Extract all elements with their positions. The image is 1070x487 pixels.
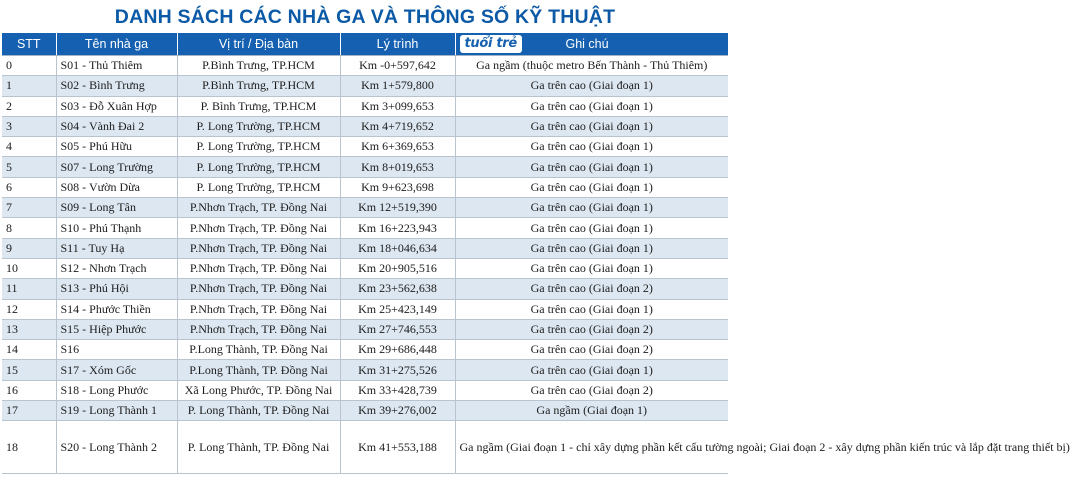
header-note xyxy=(455,33,728,56)
cell-chainage: Km 23+562,638 xyxy=(340,279,455,299)
tuoi-tre-logo: tuổi trẻ xyxy=(460,35,522,53)
cell-location: P.Nhơn Trạch, TP. Đồng Nai xyxy=(177,218,340,238)
cell-location: P.Bình Trưng, TP.HCM xyxy=(177,56,340,76)
cell-station-name: S20 - Long Thành 2 xyxy=(56,421,177,474)
cell-note: Ga trên cao (Giai đoạn 1) xyxy=(455,76,728,96)
cell-chainage: Km 29+686,448 xyxy=(340,340,455,360)
cell-chainage: Km 33+428,739 xyxy=(340,380,455,400)
cell-location: P.Nhơn Trạch, TP. Đồng Nai xyxy=(177,198,340,218)
cell-station-name: S07 - Long Trường xyxy=(56,157,177,177)
table-row xyxy=(2,218,728,238)
cell-chainage: Km 20+905,516 xyxy=(340,258,455,278)
page-title: DANH SÁCH CÁC NHÀ GA VÀ THÔNG SỐ KỸ THUẬT xyxy=(114,5,616,28)
cell-location: P.Nhơn Trạch, TP. Đồng Nai xyxy=(177,299,340,319)
cell-stt: 14 xyxy=(2,340,56,360)
cell-station-name: S13 - Phú Hội xyxy=(56,279,177,299)
cell-stt: 2 xyxy=(2,96,56,116)
cell-chainage: Km 16+223,943 xyxy=(340,218,455,238)
cell-stt: 5 xyxy=(2,157,56,177)
cell-chainage: Km 8+019,653 xyxy=(340,157,455,177)
cell-stt: 3 xyxy=(2,116,56,136)
cell-chainage: Km 25+423,149 xyxy=(340,299,455,319)
table-row xyxy=(2,258,728,278)
cell-station-name: S02 - Bình Trưng xyxy=(56,76,177,96)
table-row xyxy=(2,279,728,299)
cell-station-name: S03 - Đỗ Xuân Hợp xyxy=(56,96,177,116)
cell-stt: 18 xyxy=(2,421,56,474)
cell-chainage: Km 3+099,653 xyxy=(340,96,455,116)
table-row xyxy=(2,137,728,157)
cell-station-name: S11 - Tuy Hạ xyxy=(56,238,177,258)
cell-station-name: S01 - Thủ Thiêm xyxy=(56,56,177,76)
cell-station-name: S04 - Vành Đai 2 xyxy=(56,116,177,136)
cell-chainage: Km 27+746,553 xyxy=(340,319,455,339)
cell-location: P. Bình Trưng, TP.HCM xyxy=(177,96,340,116)
cell-station-name: S10 - Phú Thạnh xyxy=(56,218,177,238)
cell-note: Ga trên cao (Giai đoạn 1) xyxy=(455,360,728,380)
header-note-label: Ghi chú xyxy=(565,37,609,51)
cell-location: P.Nhơn Trạch, TP. Đồng Nai xyxy=(177,238,340,258)
table-row xyxy=(2,340,728,360)
cell-stt: 12 xyxy=(2,299,56,319)
table-row xyxy=(2,401,728,421)
cell-location: P. Long Thành, TP. Đồng Nai xyxy=(177,421,340,474)
cell-station-name: S12 - Nhơn Trạch xyxy=(56,258,177,278)
cell-station-name: S19 - Long Thành 1 xyxy=(56,401,177,421)
cell-note: Ga ngầm (Giai đoạn 1 - chỉ xây dựng phần kết cấu tường ngoài; Giai đoạn 2 - xây dựng phần kiến trúc và lắp đặt trang thiết bị) xyxy=(455,421,728,474)
cell-stt: 10 xyxy=(2,258,56,278)
cell-station-name: S18 - Long Phước xyxy=(56,380,177,400)
header-location: Vị trí / Địa bàn xyxy=(177,33,340,56)
table-row xyxy=(2,360,728,380)
cell-location: P.Bình Trưng, TP.HCM xyxy=(177,76,340,96)
table-row xyxy=(2,380,728,400)
cell-chainage: Km 4+719,652 xyxy=(340,116,455,136)
cell-location: P.Nhơn Trạch, TP. Đồng Nai xyxy=(177,279,340,299)
table-row xyxy=(2,116,728,136)
cell-location: P.Long Thành, TP. Đồng Nai xyxy=(177,360,340,380)
cell-note: Ga trên cao (Giai đoạn 2) xyxy=(455,279,728,299)
cell-station-name: S16 xyxy=(56,340,177,360)
header-station-name: Tên nhà ga xyxy=(56,33,177,56)
table-row xyxy=(2,177,728,197)
cell-stt: 13 xyxy=(2,319,56,339)
cell-location: Xã Long Phước, TP. Đồng Nai xyxy=(177,380,340,400)
cell-location: P.Long Thành, TP. Đồng Nai xyxy=(177,340,340,360)
cell-note: Ga trên cao (Giai đoạn 1) xyxy=(455,238,728,258)
cell-note: Ga trên cao (Giai đoạn 1) xyxy=(455,177,728,197)
cell-station-name: S14 - Phước Thiền xyxy=(56,299,177,319)
table-row xyxy=(2,319,728,339)
cell-note: Ga trên cao (Giai đoạn 1) xyxy=(455,258,728,278)
table-row xyxy=(2,198,728,218)
cell-note: Ga trên cao (Giai đoạn 1) xyxy=(455,116,728,136)
cell-note: Ga trên cao (Giai đoạn 1) xyxy=(455,299,728,319)
cell-chainage: Km 9+623,698 xyxy=(340,177,455,197)
cell-chainage: Km 18+046,634 xyxy=(340,238,455,258)
cell-location: P. Long Thành, TP. Đồng Nai xyxy=(177,401,340,421)
cell-chainage: Km 41+553,188 xyxy=(340,421,455,474)
table-row xyxy=(2,157,728,177)
cell-station-name: S05 - Phú Hữu xyxy=(56,137,177,157)
header-stt: STT xyxy=(2,33,56,56)
cell-stt: 6 xyxy=(2,177,56,197)
cell-location: P.Nhơn Trạch, TP. Đồng Nai xyxy=(177,258,340,278)
cell-station-name: S09 - Long Tân xyxy=(56,198,177,218)
cell-stt: 4 xyxy=(2,137,56,157)
cell-location: P. Long Trường, TP.HCM xyxy=(177,116,340,136)
cell-location: P. Long Trường, TP.HCM xyxy=(177,137,340,157)
cell-station-name: S08 - Vườn Dừa xyxy=(56,177,177,197)
cell-chainage: Km 1+579,800 xyxy=(340,76,455,96)
cell-stt: 8 xyxy=(2,218,56,238)
cell-note: Ga trên cao (Giai đoạn 1) xyxy=(455,137,728,157)
cell-chainage: Km 31+275,526 xyxy=(340,360,455,380)
cell-stt: 16 xyxy=(2,380,56,400)
cell-note: Ga trên cao (Giai đoạn 2) xyxy=(455,319,728,339)
table-row xyxy=(2,56,728,76)
cell-location: P. Long Trường, TP.HCM xyxy=(177,177,340,197)
cell-station-name: S15 - Hiệp Phước xyxy=(56,319,177,339)
stations-table xyxy=(2,33,1070,474)
cell-note: Ga trên cao (Giai đoạn 1) xyxy=(455,198,728,218)
cell-chainage: Km -0+597,642 xyxy=(340,56,455,76)
cell-station-name: S17 - Xóm Gốc xyxy=(56,360,177,380)
cell-note: Ga trên cao (Giai đoạn 1) xyxy=(455,218,728,238)
cell-note: Ga trên cao (Giai đoạn 2) xyxy=(455,380,728,400)
table-body xyxy=(2,56,1070,474)
cell-stt: 9 xyxy=(2,238,56,258)
table-row xyxy=(2,238,728,258)
cell-note: Ga trên cao (Giai đoạn 1) xyxy=(455,96,728,116)
header-chainage: Lý trình xyxy=(340,33,455,56)
cell-stt: 17 xyxy=(2,401,56,421)
cell-chainage: Km 6+369,653 xyxy=(340,137,455,157)
cell-location: P. Long Trường, TP.HCM xyxy=(177,157,340,177)
table-row xyxy=(2,299,728,319)
table-row xyxy=(2,76,728,96)
cell-stt: 0 xyxy=(2,56,56,76)
table-row xyxy=(2,96,728,116)
cell-note: Ga trên cao (Giai đoạn 1) xyxy=(455,157,728,177)
cell-stt: 15 xyxy=(2,360,56,380)
cell-stt: 7 xyxy=(2,198,56,218)
cell-note: Ga trên cao (Giai đoạn 2) xyxy=(455,340,728,360)
cell-note: Ga ngầm (thuộc metro Bến Thành - Thủ Thiêm) xyxy=(455,56,728,76)
cell-chainage: Km 12+519,390 xyxy=(340,198,455,218)
table-row xyxy=(2,421,728,474)
cell-location: P.Nhơn Trạch, TP. Đồng Nai xyxy=(177,319,340,339)
cell-chainage: Km 39+276,002 xyxy=(340,401,455,421)
table-header-row xyxy=(2,33,728,56)
cell-stt: 11 xyxy=(2,279,56,299)
cell-stt: 1 xyxy=(2,76,56,96)
cell-note: Ga ngầm (Giai đoạn 1) xyxy=(455,401,728,421)
